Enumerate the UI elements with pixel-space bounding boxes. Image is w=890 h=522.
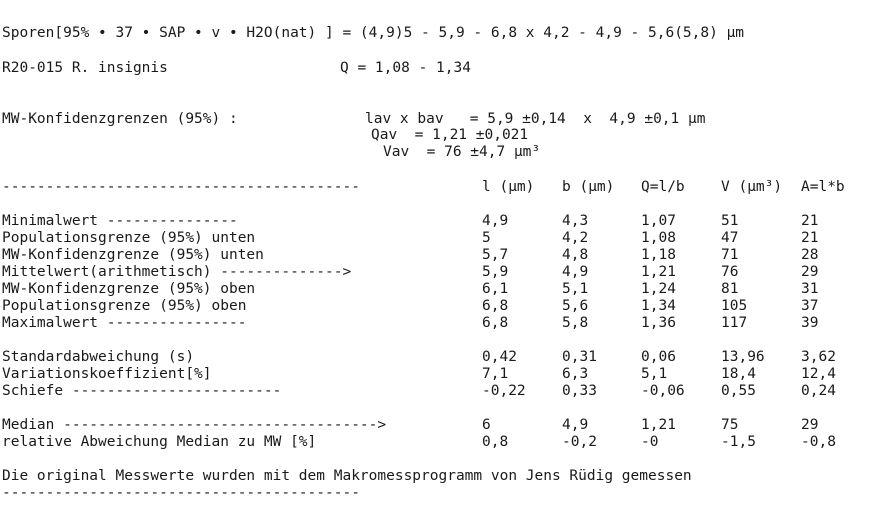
table-cell: 0,55 bbox=[721, 383, 756, 399]
col-header-q: Q=l/b bbox=[641, 179, 685, 195]
col-header-v: V (µm³) bbox=[721, 179, 783, 195]
col-header-a: A=l*b bbox=[801, 179, 845, 195]
table-cell: 28 bbox=[801, 247, 819, 263]
table-cell: 76 bbox=[721, 264, 739, 280]
table-cell: 5,1 bbox=[562, 281, 589, 297]
table-row-label: MW-Konfidenzgrenze (95%) oben bbox=[2, 281, 256, 297]
table-cell: 21 bbox=[801, 230, 819, 246]
table-cell: -0,8 bbox=[801, 434, 836, 450]
table-cell: 0,8 bbox=[482, 434, 509, 450]
table-row-label: Schiefe ------------------------ bbox=[2, 383, 282, 399]
table-cell: 3,62 bbox=[801, 349, 836, 365]
table-cell: 5,8 bbox=[562, 315, 589, 331]
table-cell: 31 bbox=[801, 281, 819, 297]
table-cell: 6,1 bbox=[482, 281, 509, 297]
table-cell: 1,08 bbox=[641, 230, 676, 246]
col-header-l: l (µm) bbox=[482, 179, 535, 195]
table-cell: 4,9 bbox=[562, 264, 589, 280]
confidence-qav: Qav = 1,21 ±0,021 bbox=[371, 127, 529, 143]
table-cell: 0,31 bbox=[562, 349, 597, 365]
table-cell: -1,5 bbox=[721, 434, 756, 450]
table-cell: -0,06 bbox=[641, 383, 685, 399]
confidence-label: MW-Konfidenzgrenzen (95%) : bbox=[2, 111, 238, 127]
table-cell: 1,34 bbox=[641, 298, 676, 314]
table-row-label: Populationsgrenze (95%) unten bbox=[2, 230, 256, 246]
table-cell: 1,07 bbox=[641, 213, 676, 229]
table-cell: 5,9 bbox=[482, 264, 509, 280]
table-cell: 39 bbox=[801, 315, 819, 331]
table-cell: 5 bbox=[482, 230, 491, 246]
table-row-label: Median ------------------------------------> bbox=[2, 417, 387, 433]
table-cell: 6,3 bbox=[562, 366, 589, 382]
confidence-lav-bav: lav x bav = 5,9 ±0,14 x 4,9 ±0,1 µm bbox=[365, 111, 706, 127]
table-cell: 6,8 bbox=[482, 298, 509, 314]
table-row-label: Maximalwert ---------------- bbox=[2, 315, 247, 331]
table-cell: 37 bbox=[801, 298, 819, 314]
table-row-label: Mittelwert(arithmetisch) --------------> bbox=[2, 264, 352, 280]
table-cell: 4,9 bbox=[482, 213, 509, 229]
table-cell: 4,3 bbox=[562, 213, 589, 229]
table-cell: 75 bbox=[721, 417, 739, 433]
table-cell: 105 bbox=[721, 298, 748, 314]
table-cell: 1,24 bbox=[641, 281, 676, 297]
table-cell: 1,36 bbox=[641, 315, 676, 331]
table-cell: 0,42 bbox=[482, 349, 517, 365]
table-cell: -0,2 bbox=[562, 434, 597, 450]
table-cell: 1,18 bbox=[641, 247, 676, 263]
table-cell: 0,06 bbox=[641, 349, 676, 365]
table-cell: 0,33 bbox=[562, 383, 597, 399]
col-header-b: b (µm) bbox=[562, 179, 615, 195]
table-header-separator: ----------------------------------------- bbox=[2, 179, 360, 195]
table-row-label: Minimalwert --------------- bbox=[2, 213, 238, 229]
table-cell: 5,7 bbox=[482, 247, 509, 263]
table-cell: 1,21 bbox=[641, 264, 676, 280]
footer-separator: ----------------------------------------- bbox=[2, 485, 360, 501]
table-cell: 7,1 bbox=[482, 366, 509, 382]
table-cell: 5,1 bbox=[641, 366, 668, 382]
q-range: Q = 1,08 - 1,34 bbox=[340, 60, 471, 76]
table-row-label: Standardabweichung (s) bbox=[2, 349, 195, 365]
table-row-label: MW-Konfidenzgrenze (95%) unten bbox=[2, 247, 264, 263]
table-cell: 4,2 bbox=[562, 230, 589, 246]
table-cell: 71 bbox=[721, 247, 739, 263]
table-cell: 117 bbox=[721, 315, 748, 331]
table-cell: 13,96 bbox=[721, 349, 765, 365]
table-cell: 21 bbox=[801, 213, 819, 229]
table-cell: 47 bbox=[721, 230, 739, 246]
table-cell: 5,6 bbox=[562, 298, 589, 314]
table-row-label: Variationskoeffizient[%] bbox=[2, 366, 212, 382]
sporen-summary-line: Sporen[95% • 37 • SAP • v • H2O(nat) ] = (4,9)5 - 5,9 - 6,8 x 4,2 - 4,9 - 5,6(5,8) µm bbox=[2, 25, 745, 41]
table-cell: 51 bbox=[721, 213, 739, 229]
table-cell: 29 bbox=[801, 264, 819, 280]
table-cell: 81 bbox=[721, 281, 739, 297]
table-cell: 0,24 bbox=[801, 383, 836, 399]
table-cell: 12,4 bbox=[801, 366, 836, 382]
table-cell: 1,21 bbox=[641, 417, 676, 433]
table-cell: -0 bbox=[641, 434, 659, 450]
table-cell: -0,22 bbox=[482, 383, 526, 399]
table-cell: 6 bbox=[482, 417, 491, 433]
table-cell: 18,4 bbox=[721, 366, 756, 382]
table-cell: 6,8 bbox=[482, 315, 509, 331]
table-row-label: relative Abweichung Median zu MW [%] bbox=[2, 434, 317, 450]
footer-note: Die original Messwerte wurden mit dem Makromessprogramm von Jens Rüdig gemessen bbox=[2, 468, 692, 484]
table-cell: 29 bbox=[801, 417, 819, 433]
table-cell: 4,9 bbox=[562, 417, 589, 433]
table-cell: 4,8 bbox=[562, 247, 589, 263]
confidence-vav: Vav = 76 ±4,7 µm³ bbox=[383, 144, 541, 160]
specimen-id: R20-015 R. insignis bbox=[2, 60, 168, 76]
table-row-label: Populationsgrenze (95%) oben bbox=[2, 298, 247, 314]
